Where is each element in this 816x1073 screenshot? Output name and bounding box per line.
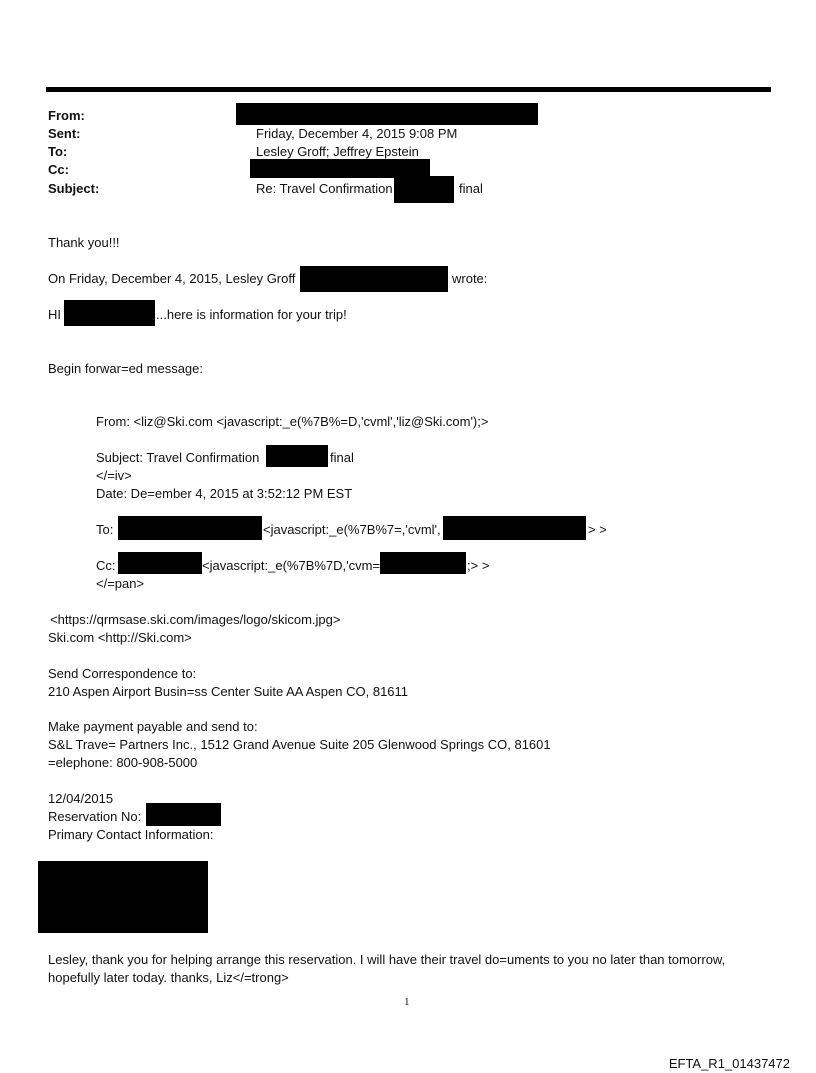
- fwd-subject: Subject: Travel Confirmation: [96, 450, 260, 465]
- on-friday-redaction: [300, 266, 448, 292]
- fwd-cc-js: <javascript:_e(%7B%7D,'cvm=: [202, 558, 381, 573]
- fwd-cc-label: Cc:: [96, 558, 116, 573]
- from-redaction: [236, 103, 538, 125]
- subject-label: Subject:: [48, 181, 100, 196]
- hi-line-rest: ...here is information for your trip!: [156, 307, 347, 322]
- fwd-cc-redaction-2: [380, 552, 466, 574]
- header-rule: [46, 87, 771, 92]
- reservation-redaction: [146, 803, 221, 826]
- from-label: From:: [48, 108, 85, 123]
- cc-label: Cc:: [48, 162, 69, 177]
- fwd-pan: </=pan>: [96, 576, 145, 591]
- subject-value-start: Re: Travel Confirmation: [256, 181, 393, 196]
- fwd-subject-redaction: [266, 445, 328, 467]
- closing-line-2: hopefully later today. thanks, Liz</=trong>: [48, 970, 289, 985]
- fwd-cc-end: ;> >: [467, 558, 490, 573]
- fwd-subject-final: final: [330, 450, 354, 465]
- fwd-cc-redaction-1: [118, 552, 202, 574]
- ski-link: Ski.com <http://Ski.com>: [48, 630, 192, 645]
- make-payment: Make payment payable and send to:: [48, 719, 258, 734]
- fwd-div: </=iv>: [96, 468, 132, 483]
- correspondence-address: 210 Aspen Airport Busin=ss Center Suite AA Aspen CO, 81611: [48, 684, 409, 699]
- fwd-to-redaction-2: [443, 516, 586, 540]
- reservation-line: Reservation No:: [48, 809, 142, 824]
- fwd-to-label: To:: [96, 522, 114, 537]
- sent-value: Friday, December 4, 2015 9:08 PM: [256, 126, 458, 141]
- fwd-to-redaction-1: [118, 516, 262, 540]
- fwd-date: Date: De=ember 4, 2015 at 3:52:12 PM EST: [96, 486, 353, 501]
- to-value: Lesley Groff; Jeffrey Epstein: [256, 144, 419, 159]
- closing-line-1: Lesley, thank you for helping arrange this reservation. I will have their travel do=uments to you no later than tomorrow,: [48, 952, 726, 967]
- primary-contact: Primary Contact Information:: [48, 827, 214, 842]
- page-number: 1: [404, 996, 410, 1008]
- subject-redaction: [394, 176, 454, 203]
- date-line: 12/04/2015: [48, 791, 114, 806]
- hi-line: HI: [48, 307, 61, 322]
- to-label: To:: [48, 144, 68, 159]
- begin-forwarded: Begin forwar=ed message:: [48, 361, 204, 376]
- payee-address: S&L Trave= Partners Inc., 1512 Grand Avenue Suite 205 Glenwood Springs CO, 81601: [48, 737, 551, 752]
- contact-redaction: [38, 861, 208, 933]
- telephone: =elephone: 800-908-5000: [48, 755, 198, 770]
- bates-number: EFTA_R1_01437472: [668, 1056, 790, 1071]
- fwd-to-js: <javascript:_e(%7B%7=,'cvml',: [263, 522, 441, 537]
- send-correspondence: Send Correspondence to:: [48, 666, 197, 681]
- subject-value-end: final: [459, 181, 483, 196]
- sent-label: Sent:: [48, 126, 81, 141]
- thanks-line: Thank you!!!: [48, 235, 120, 250]
- hi-redaction: [64, 300, 155, 326]
- on-friday-line: On Friday, December 4, 2015, Lesley Groff: [48, 271, 296, 286]
- on-friday-wrote: wrote:: [452, 271, 488, 286]
- fwd-to-end: > >: [588, 522, 607, 537]
- logo-url: <https://qrmsase.ski.com/images/logo/skicom.jpg>: [50, 612, 341, 627]
- fwd-from: From: <liz@Ski.com <javascript:_e(%7B%=D,'cvml','liz@Ski.com');>: [96, 414, 489, 429]
